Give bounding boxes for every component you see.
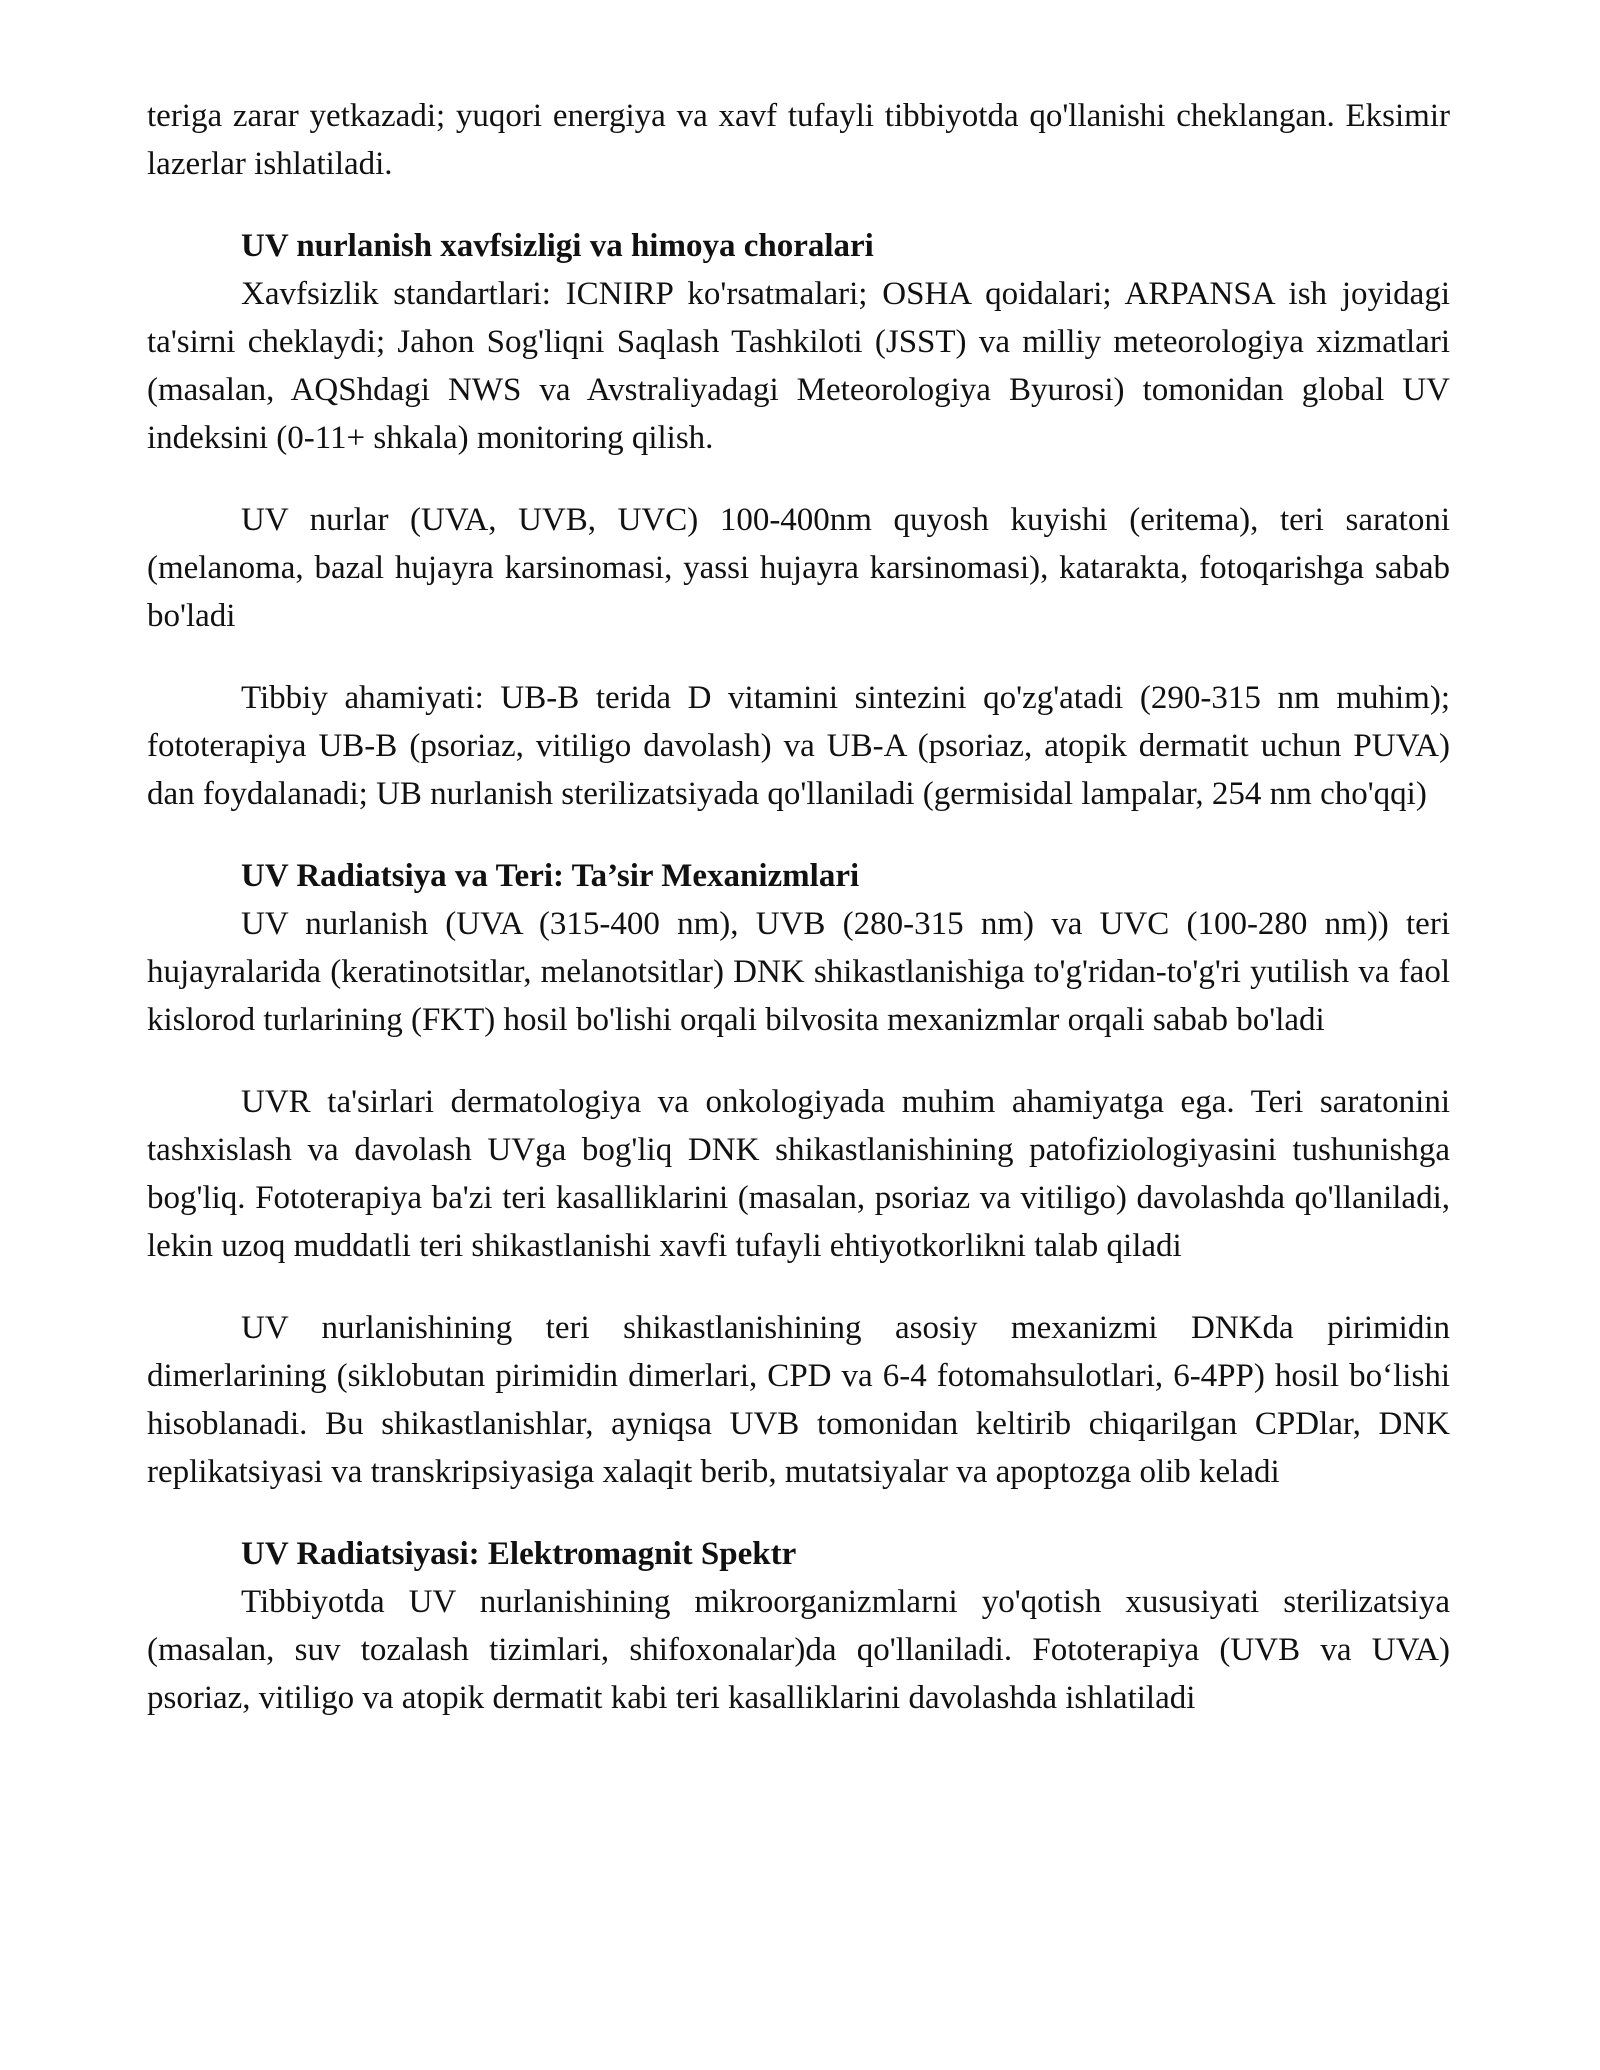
paragraph-sterilization: Tibbiyotda UV nurlanishining mikroorganizmlarni yo'qotish xususiyati sterilizatsiya (masalan, suv tozalash tizimlari, shifoxonalar)da qo'llaniladi. Fototerapiya (UVB va UVA) psoriaz, vitiligo va atopik dermatit kabi teri kasalliklarini davolashda ishlatiladi bbox=[147, 1584, 1450, 1716]
paragraph-uvr-dermatology: UVR ta'sirlari dermatologiya va onkologiyada muhim ahamiyatga ega. Teri saratonini tashxislash va davolash UVga bog'liq DNK shikastlanishining patofiziologiyasini tushunishga bog'liq. Fototerapiya ba'zi teri kasalliklarini (masalan, psoriaz va vitiligo) davolashda qo'llaniladi, lekin uzoq muddatli teri shikastlanishi xavfi tufayli ehtiyotkorlikni talab qiladi bbox=[147, 1084, 1450, 1264]
section-heading-uv-skin-mechanisms: UV Radiatsiya va Teri: Ta’sir Mexanizmlari bbox=[241, 858, 860, 894]
paragraph-uv-dna-damage: UV nurlanish (UVA (315-400 nm), UVB (280-315 nm) va UVC (100-280 nm)) teri hujayralarida (keratinotsitlar, melanotsitlar) DNK shikastlanishiga to'g'ridan-to'g'ri yutilish va faol kislorod turlarining (FKT) hosil bo'lishi orqali bilvosita mexanizmlar orqali sabab bo'ladi bbox=[147, 906, 1450, 1038]
section-heading-uv-safety: UV nurlanish xavfsizligi va himoya choralari bbox=[241, 228, 874, 264]
paragraph-pyrimidine-dimers: UV nurlanishining teri shikastlanishining asosiy mexanizmi DNKda pirimidin dimerlarining (siklobutan pirimidin dimerlari, CPD va 6-4 fotomahsulotlari, 6-4PP) hosil bo‘lishi hisoblanadi. Bu shikastlanishlar, ayniqsa UVB tomonidan keltirib chiqarilgan CPDlar, DNK replikatsiyasi va transkripsiyasiga xalaqit berib, mutatsiyalar va apoptozga olib keladi bbox=[147, 1310, 1450, 1490]
section-heading-em-spectrum: UV Radiatsiyasi: Elektromagnit Spektr bbox=[241, 1536, 797, 1572]
paragraph-uv-rays-effects: UV nurlar (UVA, UVB, UVC) 100-400nm quyosh kuyishi (eritema), teri saratoni (melanoma, bazal hujayra karsinomasi, yassi hujayra karsinomasi), katarakta, fotoqarishga sabab bo'ladi bbox=[147, 502, 1450, 634]
paragraph-medical-significance: Tibbiy ahamiyati: UB-B terida D vitamini sintezini qo'zg'atadi (290-315 nm muhim); fototerapiya UB-B (psoriaz, vitiligo davolash) va UB-A (psoriaz, atopik dermatit uchun PUVA) dan foydalanadi; UB nurlanish sterilizatsiyada qo'llaniladi (germisidal lampalar, 254 nm cho'qqi) bbox=[147, 680, 1450, 812]
document-page bbox=[147, 92, 1450, 1722]
paragraph-safety-standards: Xavfsizlik standartlari: ICNIRP ko'rsatmalari; OSHA qoidalari; ARPANSA ish joyidagi ta'sirni cheklaydi; Jahon Sog'liqni Saqlash Tashkiloti (JSST) va milliy meteorologiya xizmatlari (masalan, AQShdagi NWS va Avstraliyadagi Meteorologiya Byurosi) tomonidan global UV indeksini (0-11+ shkala) monitoring qilish. bbox=[147, 276, 1450, 456]
intro-paragraph: teriga zarar yetkazadi; yuqori energiya va xavf tufayli tibbiyotda qo'llanishi cheklangan. Eksimir lazerlar ishlatiladi. bbox=[147, 98, 1450, 182]
